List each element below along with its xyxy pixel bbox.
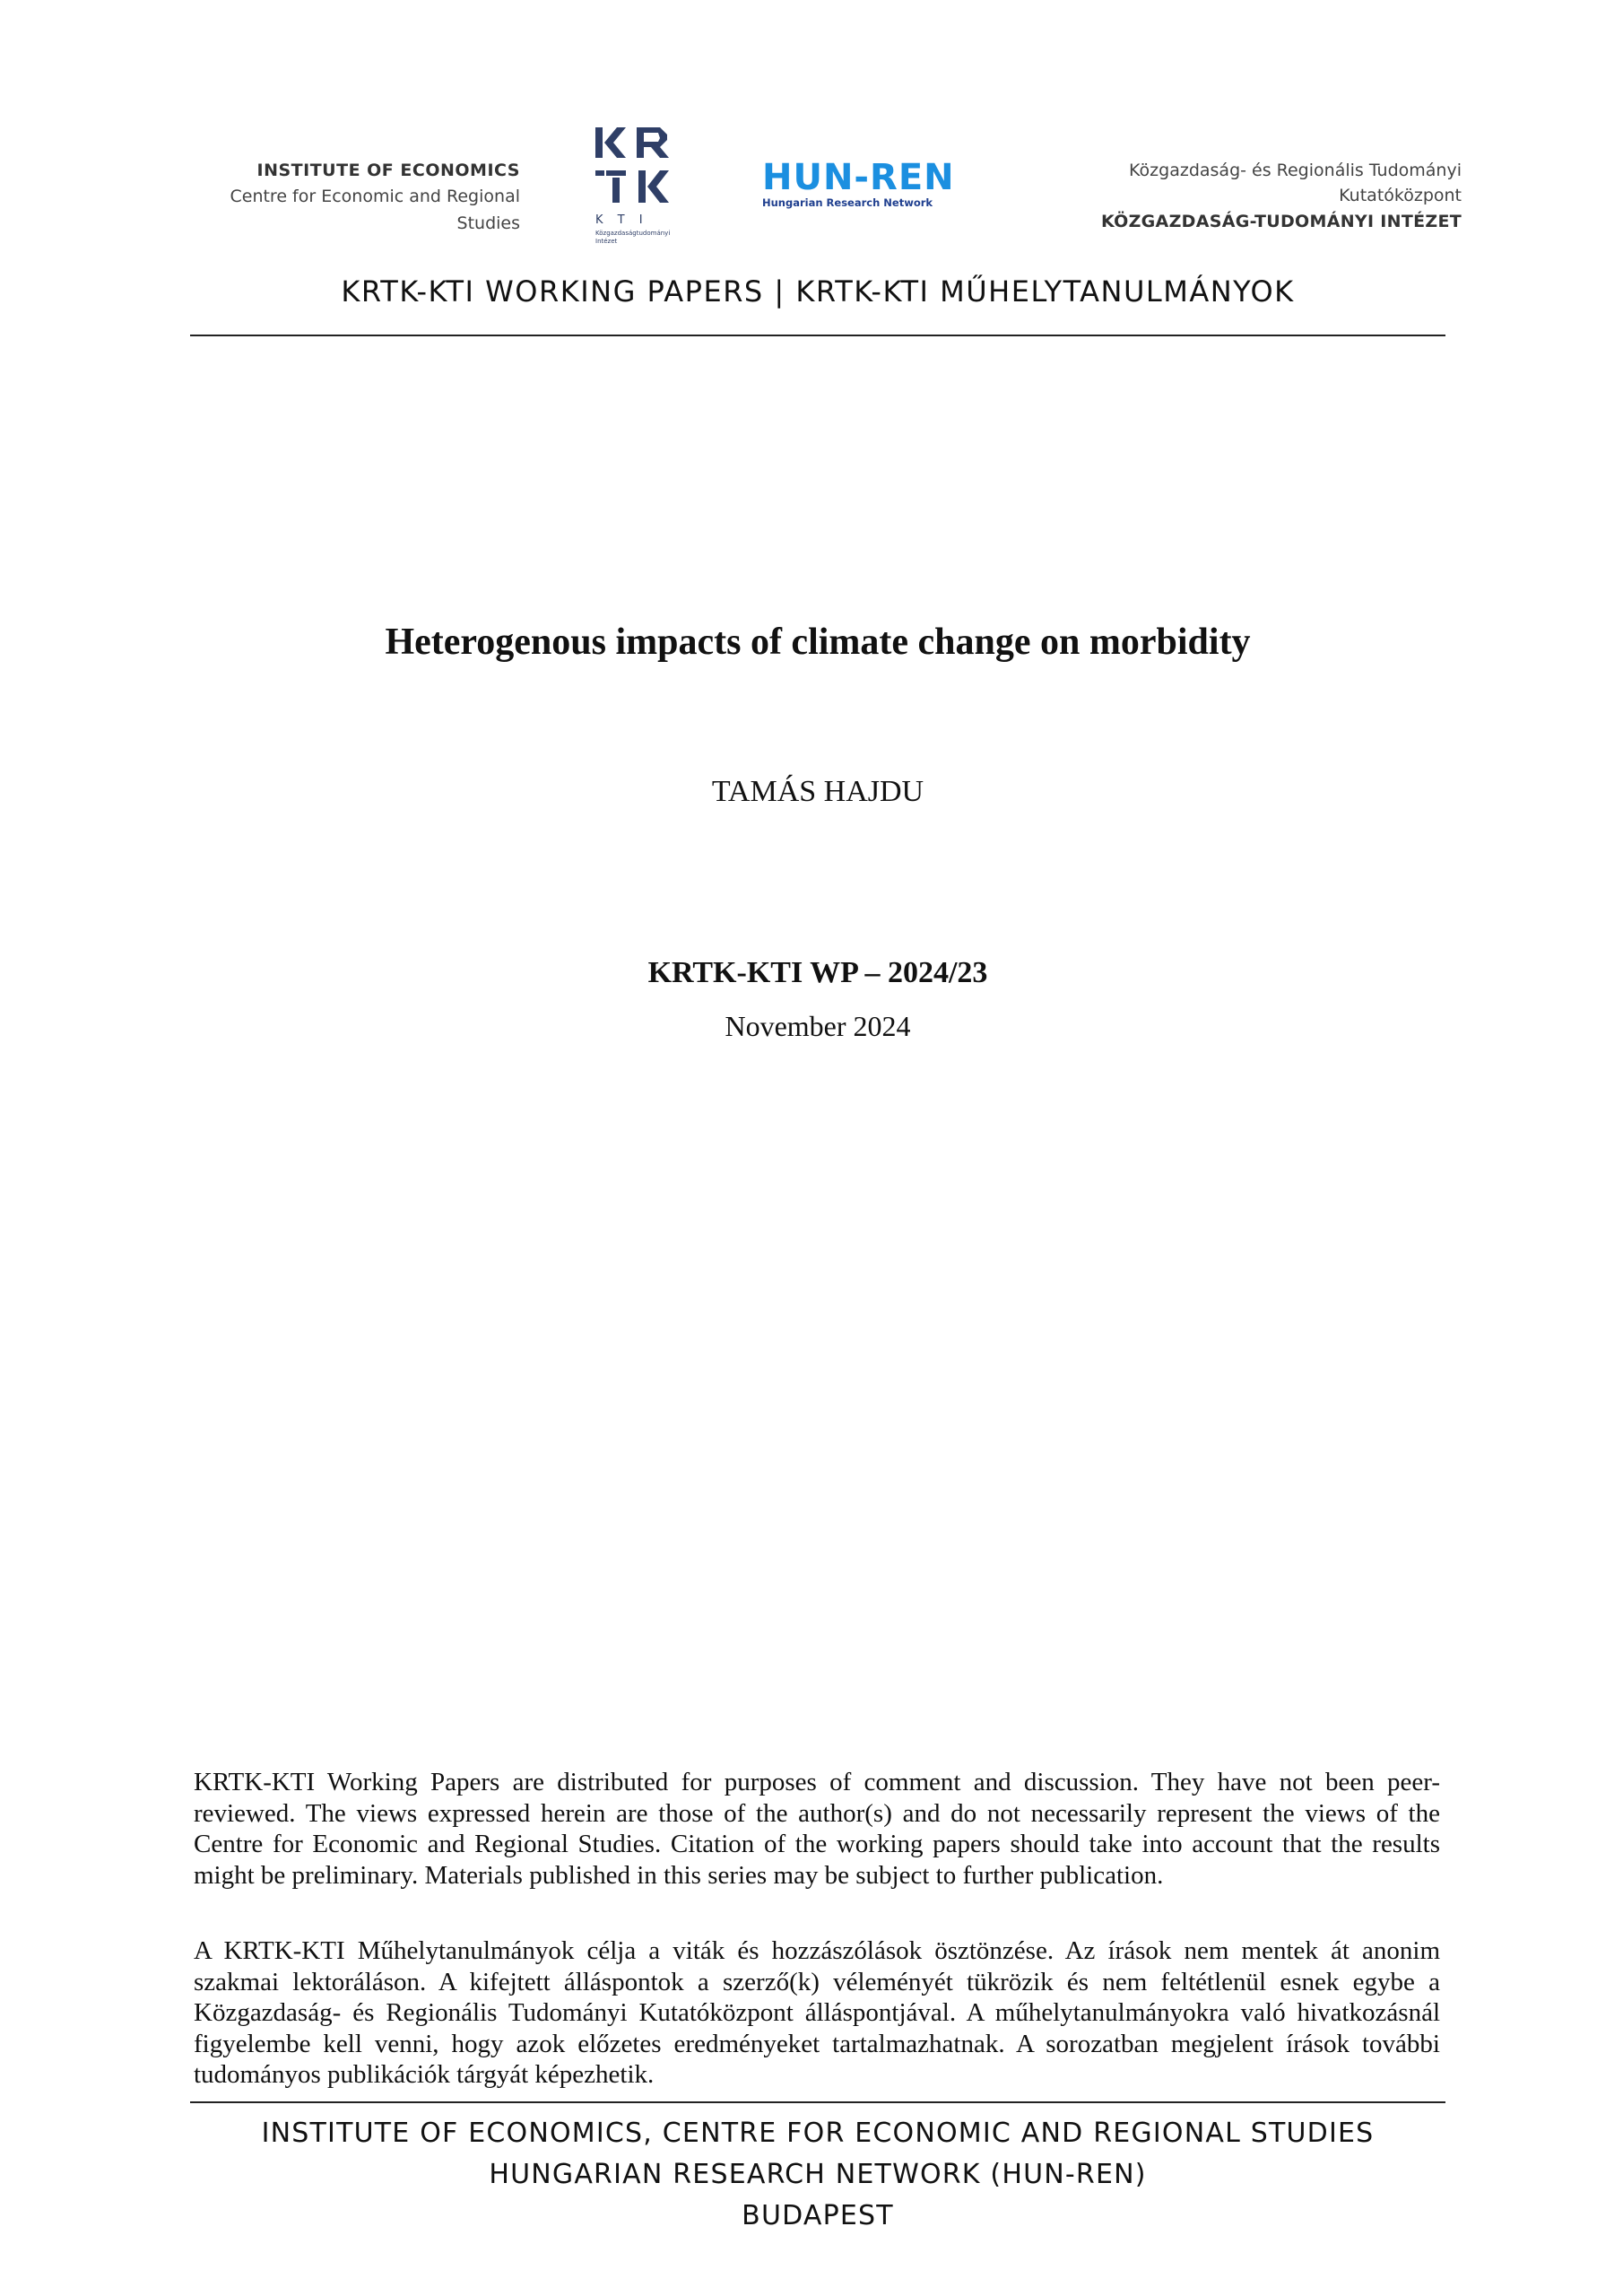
footer	[190, 2113, 1445, 2237]
krtk-monogram-icon	[592, 124, 681, 213]
krtk-caption-2: Közgazdaságtudományi	[595, 230, 671, 237]
ie-logo-line1: INSTITUTE OF ECONOMICS	[256, 161, 520, 180]
footer-line-city: BUDAPEST	[742, 2200, 894, 2231]
institute-of-economics-logo	[170, 158, 520, 237]
footer-line-institute: INSTITUTE OF ECONOMICS, CENTRE FOR ECONOMIC AND REGIONAL STUDIES	[261, 2118, 1375, 2149]
header-divider	[190, 335, 1445, 336]
paper-author: TAMÁS HAJDU	[711, 775, 924, 808]
ie-logo-line2: Centre for Economic and Regional Studies	[230, 187, 520, 233]
krtk-kti-logo	[592, 124, 681, 249]
hun-ren-logo	[762, 157, 959, 210]
working-paper-number: KRTK-KTI WP – 2024/23	[647, 956, 988, 989]
hun-ren-wordmark: HUN-REN	[762, 157, 955, 198]
kti-hungarian-logo	[1004, 158, 1462, 235]
paper-title: Heterogenous impacts of climate change on morbidity	[385, 622, 1251, 663]
footer-divider	[190, 2101, 1445, 2103]
kti-logo-line1: Közgazdaság- és Regionális Tudományi Kutatóközpont	[1129, 161, 1462, 205]
disclaimer-english: KRTK-KTI Working Papers are distributed for purposes of comment and discussion. They have not been peer-reviewed. The views expressed herein are those of the author(s) and do not necessarily represent the views of the Centre for Economic and Regional Studies. Citation of the working papers should take into account that the results might be preliminary. Materials published in this series may be subject to further publication.	[194, 1768, 1440, 1890]
krtk-caption-3: Intézet	[595, 238, 618, 245]
disclaimer-hungarian: A KRTK-KTI Műhelytanulmányok célja a viták és hozzászólások ösztönzése. Az írások nem mentek át anonim szakmai lektoráláson. A kifejtett álláspontok a szerző(k) véleményét tükrözik és nem feltétlenül esnek egybe a Közgazdaság- és Regionális Tudományi Kutatóközpont álláspontjával. A műhelytanulmányokra való hivatkozásnál figyelembe kell venni, hogy azok előzetes eredményeket tartalmazhatnak. A sorozatban megjelent írások további tudományos publikációk tárgyát képezhetik.	[194, 1936, 1440, 2089]
publication-date: November 2024	[725, 1010, 911, 1042]
kti-logo-line2: KÖZGAZDASÁG-TUDOMÁNYI INTÉZET	[1100, 212, 1462, 231]
hun-ren-subtitle: Hungarian Research Network	[762, 196, 933, 209]
series-header: KRTK-KTI WORKING PAPERS | KRTK-KTI MŰHELYTANULMÁNYOK	[341, 274, 1295, 309]
footer-line-network: HUNGARIAN RESEARCH NETWORK (HUN-REN)	[489, 2159, 1147, 2190]
krtk-caption: K T I	[595, 213, 648, 227]
